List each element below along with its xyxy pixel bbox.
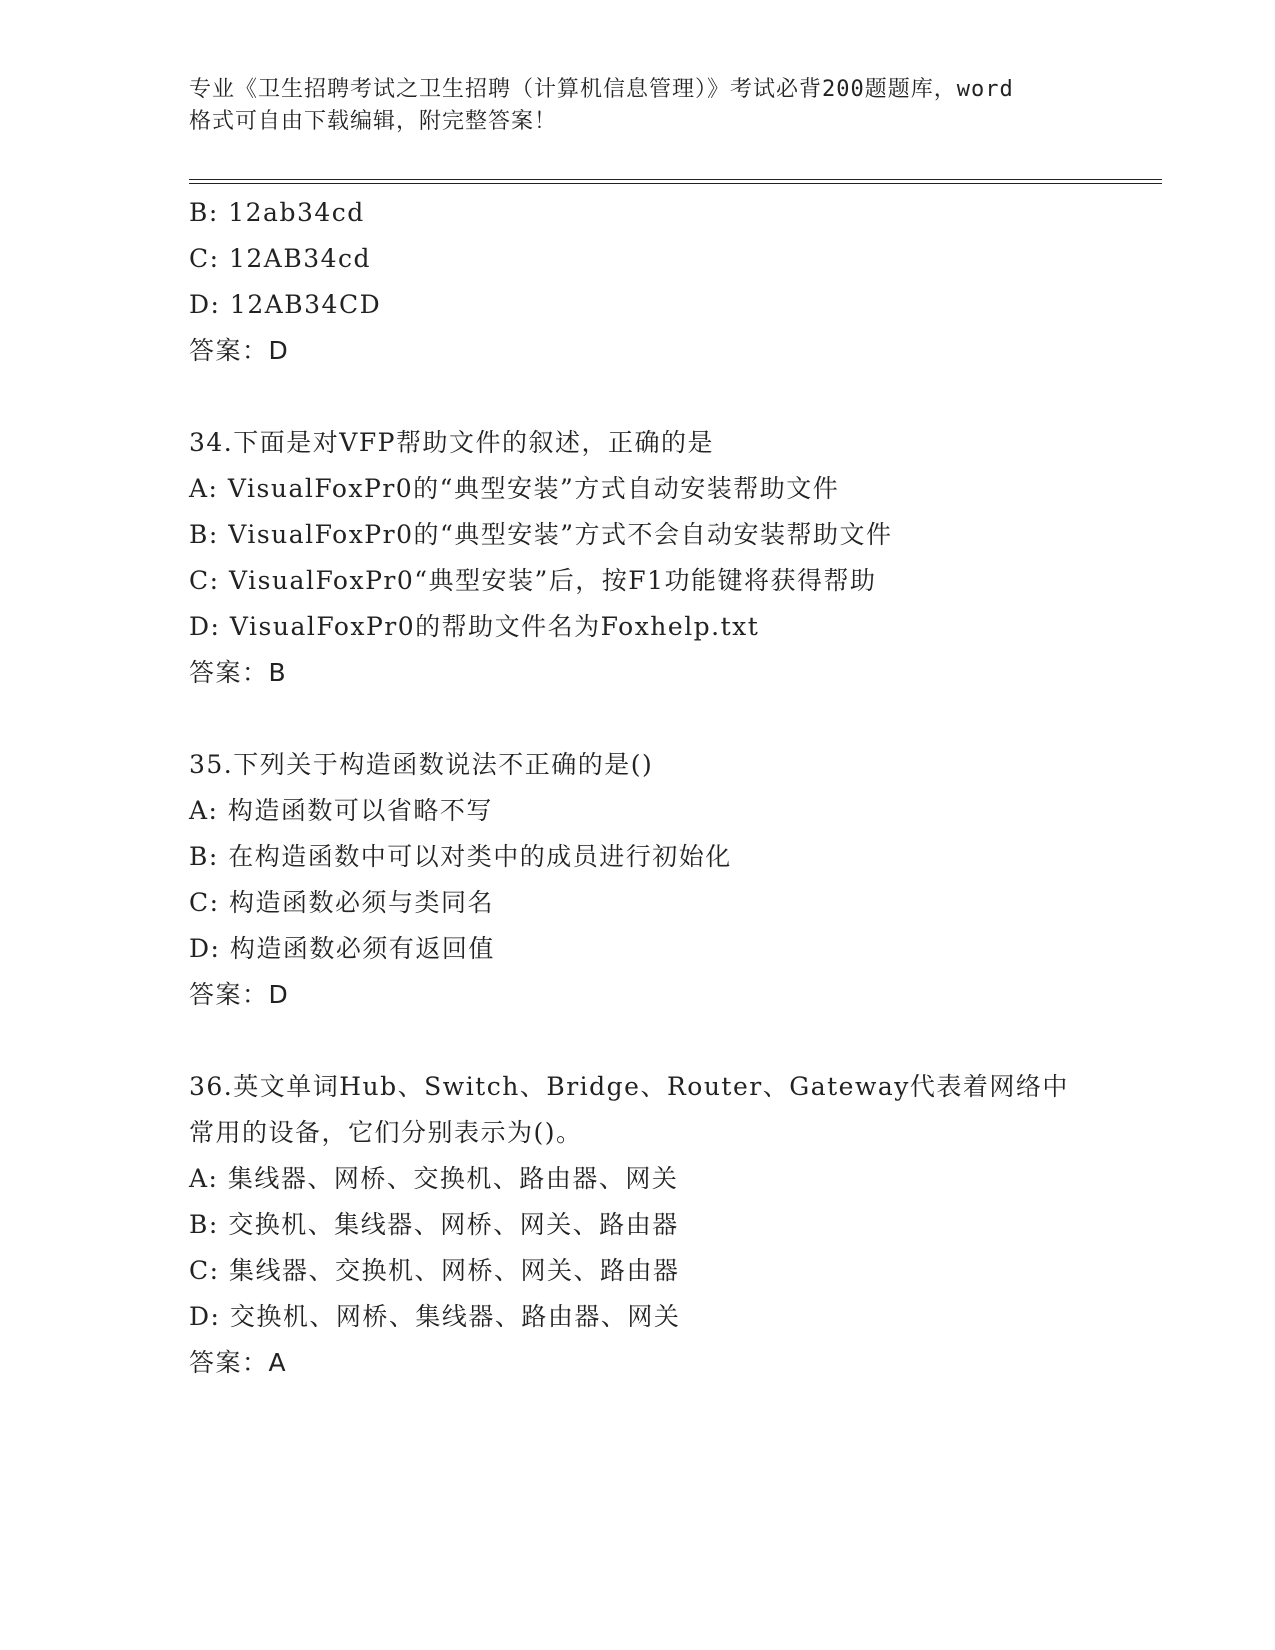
question-stem: 34.下面是对VFP帮助文件的叙述，正确的是: [189, 428, 714, 457]
answer-line: 答案：A: [189, 1348, 288, 1377]
answer-line: 答案：D: [189, 980, 290, 1009]
partial-question: [189, 190, 1089, 374]
answer-line: 答案：B: [189, 658, 288, 687]
answer-line: 答案：D: [189, 336, 290, 365]
option-a: A: 集线器、网桥、交换机、路由器、网关: [189, 1164, 679, 1193]
spacer: [189, 696, 1089, 742]
option-c: C: 集线器、交换机、网桥、网关、路由器: [189, 1256, 680, 1285]
option-b: B: VisualFoxPr0的“典型安装”方式不会自动安装帮助文件: [189, 520, 893, 549]
option-d: D: VisualFoxPr0的帮助文件名为Foxhelp.txt: [189, 612, 760, 641]
question-stem-line-2: 常用的设备，它们分别表示为()。: [189, 1118, 583, 1147]
option-b: B: 12ab34cd: [189, 198, 365, 227]
option-a: A: 构造函数可以省略不写: [189, 796, 493, 825]
questions-content: [189, 190, 1089, 1386]
option-d: D: 12AB34CD: [189, 290, 382, 319]
option-c: C: VisualFoxPr0“典型安装”后，按F1功能键将获得帮助: [189, 566, 877, 595]
option-b: B: 交换机、集线器、网桥、网关、路由器: [189, 1210, 679, 1239]
header-line-2: 格式可自由下载编辑，附完整答案！: [189, 109, 558, 134]
spacer: [189, 1018, 1089, 1064]
option-d: D: 交换机、网桥、集线器、路由器、网关: [189, 1302, 681, 1331]
option-b: B: 在构造函数中可以对类中的成员进行初始化: [189, 842, 732, 871]
option-c: C: 构造函数必须与类同名: [189, 888, 494, 917]
header-line-1: 专业《卫生招聘考试之卫生招聘（计算机信息管理）》考试必背200题题库，word: [189, 77, 1014, 102]
document-header: [189, 74, 1089, 138]
header-divider-top: [189, 179, 1162, 180]
question-36: [189, 1064, 1089, 1386]
question-stem: 35.下列关于构造函数说法不正确的是(): [189, 750, 654, 779]
header-divider-bottom: [189, 183, 1162, 184]
question-34: [189, 420, 1089, 696]
question-35: [189, 742, 1089, 1018]
spacer: [189, 374, 1089, 420]
option-a: A: VisualFoxPr0的“典型安装”方式自动安装帮助文件: [189, 474, 840, 503]
option-d: D: 构造函数必须有返回值: [189, 934, 495, 963]
option-c: C: 12AB34cd: [189, 244, 372, 273]
question-stem-line-1: 36.英文单词Hub、Switch、Bridge、Router、Gateway代表着网络中: [189, 1072, 1069, 1101]
